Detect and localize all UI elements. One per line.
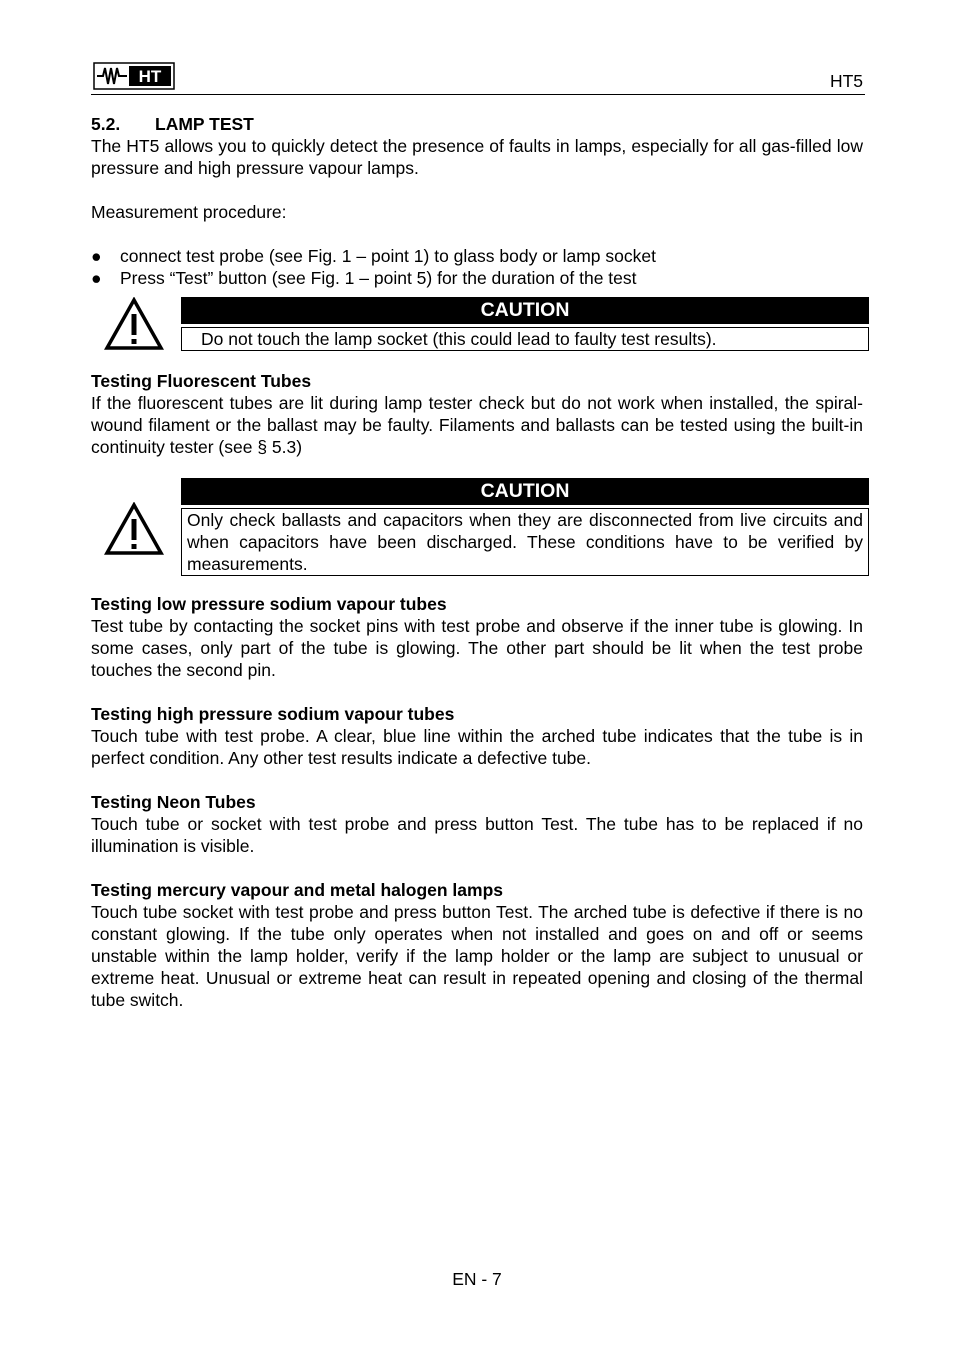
high-pressure-text: Touch tube with test probe. A clear, blue line within the arched tube indicates that the tube is in perfect condition. Any other test results indicate a defective tube.	[91, 726, 863, 768]
procedure-label: Measurement procedure:	[91, 202, 287, 222]
list-item	[91, 245, 863, 267]
ht-logo	[93, 62, 175, 90]
warning-triangle-icon	[104, 502, 164, 556]
low-pressure-text: Test tube by contacting the socket pins with test probe and observe if the inner tube is glowing. In some cases, only part of the tube is glowing. The other part should be lit when the test probe touches the second pin.	[91, 616, 863, 680]
bullet-icon: ●	[91, 246, 102, 266]
page-number: EN - 7	[452, 1269, 502, 1289]
page-content	[91, 113, 863, 1011]
list-item	[91, 267, 863, 289]
model-name: HT5	[829, 71, 863, 91]
caution-block-2	[91, 478, 863, 576]
fluorescent-text: If the fluorescent tubes are lit during lamp tester check but do not work when installed, the spiral-wound filament or the ballast may be faulty. Filaments and ballasts can be tested using the built-in continuity tester (see § 5.3)	[91, 393, 863, 457]
intro-paragraph: The HT5 allows you to quickly detect the presence of faults in lamps, especially for all gas-filled low pressure and high pressure vapour lamps.	[91, 136, 863, 178]
caution-text: Do not touch the lamp socket (this could lead to faulty test results).	[181, 327, 869, 351]
list-item-text: Press “Test” button (see Fig. 1 – point 5) for the duration of the test	[120, 268, 637, 288]
caution-box	[181, 297, 869, 351]
neon-heading: Testing Neon Tubes	[91, 792, 256, 812]
caution-box	[181, 478, 869, 576]
neon-text: Touch tube or socket with test probe and press button Test. The tube has to be replaced if no illumination is visible.	[91, 814, 863, 856]
section-number: 5.2.	[91, 114, 121, 134]
caution-block-1	[91, 297, 863, 351]
high-pressure-heading: Testing high pressure sodium vapour tubes	[91, 704, 455, 724]
logo-text: HT	[138, 67, 162, 86]
procedure-list	[91, 245, 863, 289]
section-heading	[91, 113, 863, 135]
caution-text: Only check ballasts and capacitors when they are disconnected from live circuits and when capacitors have been discharged. These conditions have to be verified by measurements.	[181, 508, 869, 576]
caution-title: CAUTION	[181, 478, 869, 505]
bullet-icon: ●	[91, 268, 102, 288]
warning-triangle-icon	[104, 297, 164, 351]
caution-title: CAUTION	[181, 297, 869, 324]
fluorescent-heading: Testing Fluorescent Tubes	[91, 371, 312, 391]
section-title: LAMP TEST	[155, 114, 254, 134]
page-header	[91, 60, 865, 95]
low-pressure-heading: Testing low pressure sodium vapour tubes	[91, 594, 447, 614]
mercury-heading: Testing mercury vapour and metal halogen lamps	[91, 880, 504, 900]
mercury-text: Touch tube socket with test probe and press button Test. The arched tube is defective if there is no constant glowing. If the tube only operates when not installed and goes on and off or seems unstable within the lamp holder, verify if the lamp holder or the lamp are subject to unusual or extreme heat. Unusual or extreme heat can result in repeated opening and closing of the thermal tube switch.	[91, 902, 863, 1010]
list-item-text: connect test probe (see Fig. 1 – point 1) to glass body or lamp socket	[120, 246, 656, 266]
